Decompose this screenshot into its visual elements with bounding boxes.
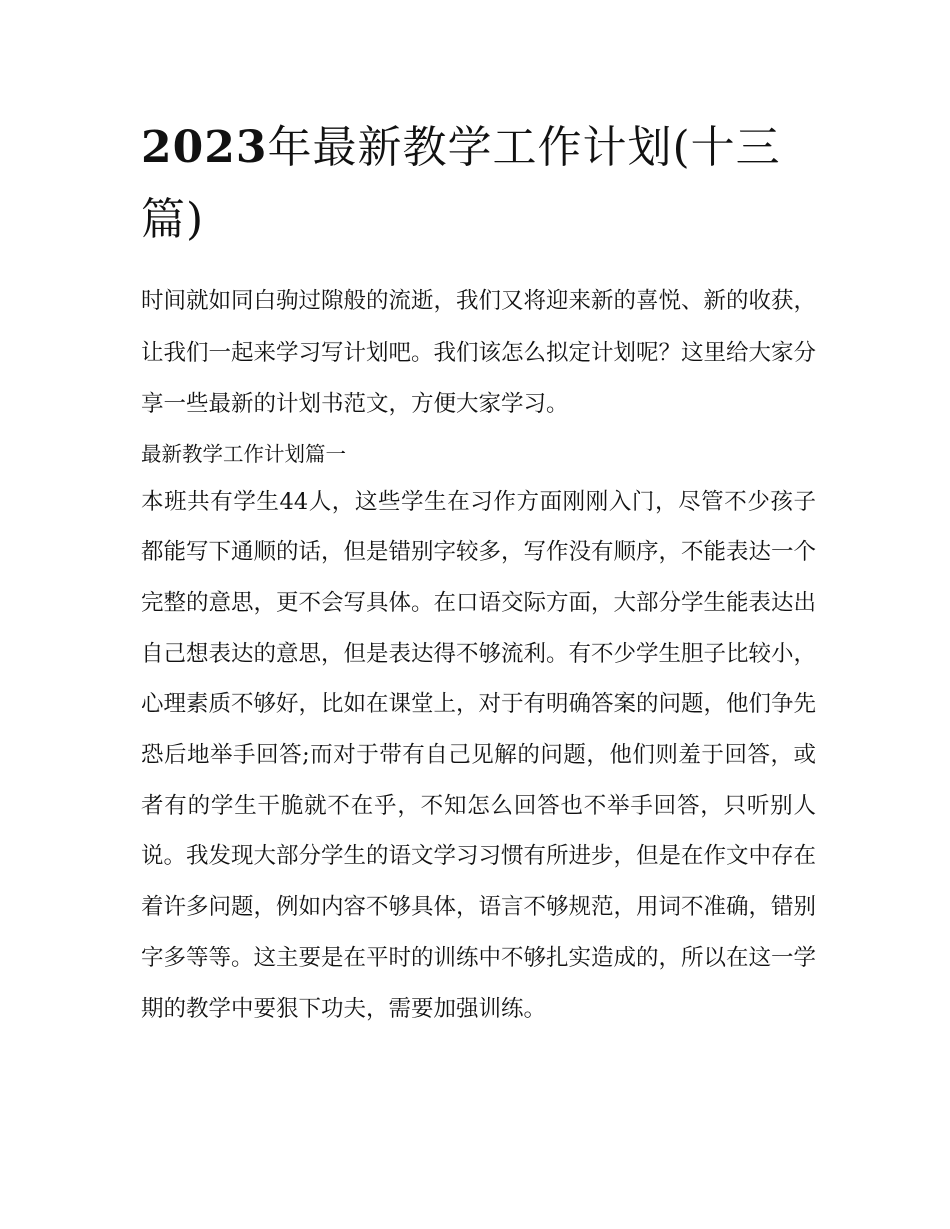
- title-text: 年最新教学工作计划(十三篇): [141, 122, 781, 245]
- section-heading: 最新教学工作计划篇一: [141, 441, 346, 466]
- document-page: [141, 112, 816, 1034]
- title-year: 2023: [141, 122, 268, 173]
- intro-paragraph: 时间就如同白驹过隙般的流逝，我们又将迎来新的喜悦、新的收获，让我们一起来学习写计划吧。我们该怎么拟定计划呢？这里给大家分享一些最新的计划书范文，方便大家学习。: [141, 288, 817, 417]
- section-body-paragraph: 本班共有学生44人，这些学生在习作方面刚刚入门，尽管不少孩子都能写下通顺的话，但是错别字较多，写作没有顺序，不能表达一个完整的意思，更不会写具体。在口语交际方面，大部分学生能表达出自己想表达的意思，但是表达得不够流利。有不少学生胆子比较小，心理素质不够好，比如在课堂上，对于有明确答案的问题，他们争先恐后地举手回答;而对于带有自己见解的问题，他们则羞于回答，或者有的学生干脆就不在乎，不知怎么回答也不举手回答，只听别人说。我发现大部分学生的语文学习习惯有所进步，但是在作文中存在着许多问题，例如内容不够具体，语言不够规范，用词不准确，错别字多等等。这主要是在平时的训练中不够扎实造成的，所以在这一学期的教学中要狠下功夫，需要加强训练。: [141, 488, 817, 1022]
- document-title: [141, 112, 816, 256]
